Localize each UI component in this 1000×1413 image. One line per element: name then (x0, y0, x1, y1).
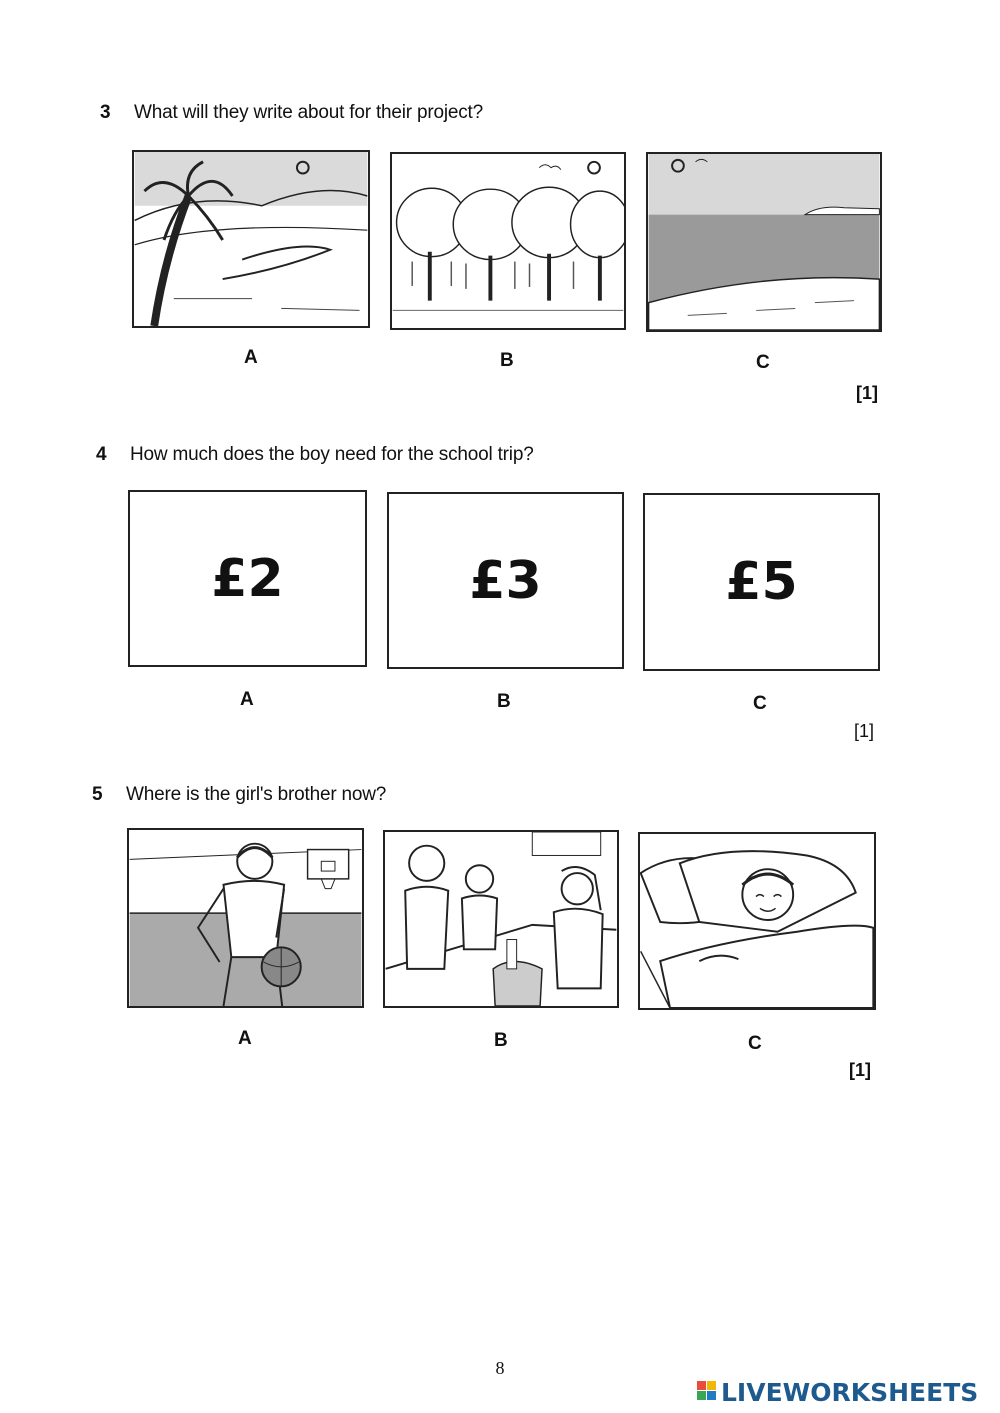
question-3-title (100, 102, 483, 124)
forest-illustration (392, 154, 624, 328)
liveworksheets-logo (697, 1377, 978, 1407)
option-b[interactable]: B (497, 691, 511, 712)
option-b[interactable]: B (500, 350, 514, 371)
sea-illustration (648, 154, 880, 330)
option-a[interactable]: A (238, 1028, 252, 1049)
option-b[interactable]: B (494, 1030, 508, 1051)
option-c[interactable]: C (748, 1033, 762, 1054)
logo-blocks-icon (697, 1381, 717, 1403)
forest-picture[interactable] (390, 152, 626, 330)
amount-panel-a[interactable] (128, 490, 367, 667)
question-5-mark: [1] (849, 1060, 871, 1080)
basketball-picture[interactable] (127, 828, 364, 1008)
desert-illustration (134, 152, 368, 326)
question-4-mark: [1] (854, 721, 875, 741)
option-a[interactable]: A (240, 689, 254, 710)
question-text: What will they write about for their project? (134, 102, 483, 123)
bedroom-illustration (640, 834, 874, 1008)
question-text: Where is the girl's brother now? (126, 784, 387, 805)
question-4-title (96, 444, 534, 466)
question-number: 4 (96, 444, 107, 465)
shopping-illustration (385, 832, 617, 1006)
option-a[interactable]: A (244, 347, 258, 368)
question-number: 3 (100, 102, 111, 123)
page-number: 8 (495, 1358, 505, 1378)
option-c[interactable]: C (753, 693, 767, 714)
shopping-picture[interactable] (383, 830, 619, 1008)
amount-b: £3 (469, 550, 542, 611)
desert-picture[interactable] (132, 150, 370, 328)
amount-a: £2 (211, 548, 284, 609)
question-5-title (92, 784, 386, 806)
basketball-illustration (129, 830, 362, 1006)
amount-panel-b[interactable] (387, 492, 624, 669)
sea-picture[interactable] (646, 152, 882, 332)
question-number: 5 (92, 784, 103, 805)
option-c[interactable]: C (756, 352, 770, 373)
bedroom-picture[interactable] (638, 832, 876, 1010)
question-text: How much does the boy need for the school trip? (130, 444, 534, 465)
amount-c: £5 (725, 552, 798, 612)
question-3-mark: [1] (856, 383, 878, 403)
amount-panel-c[interactable] (643, 493, 880, 671)
brand-name: LIVEWORKSHEETS (721, 1377, 979, 1407)
